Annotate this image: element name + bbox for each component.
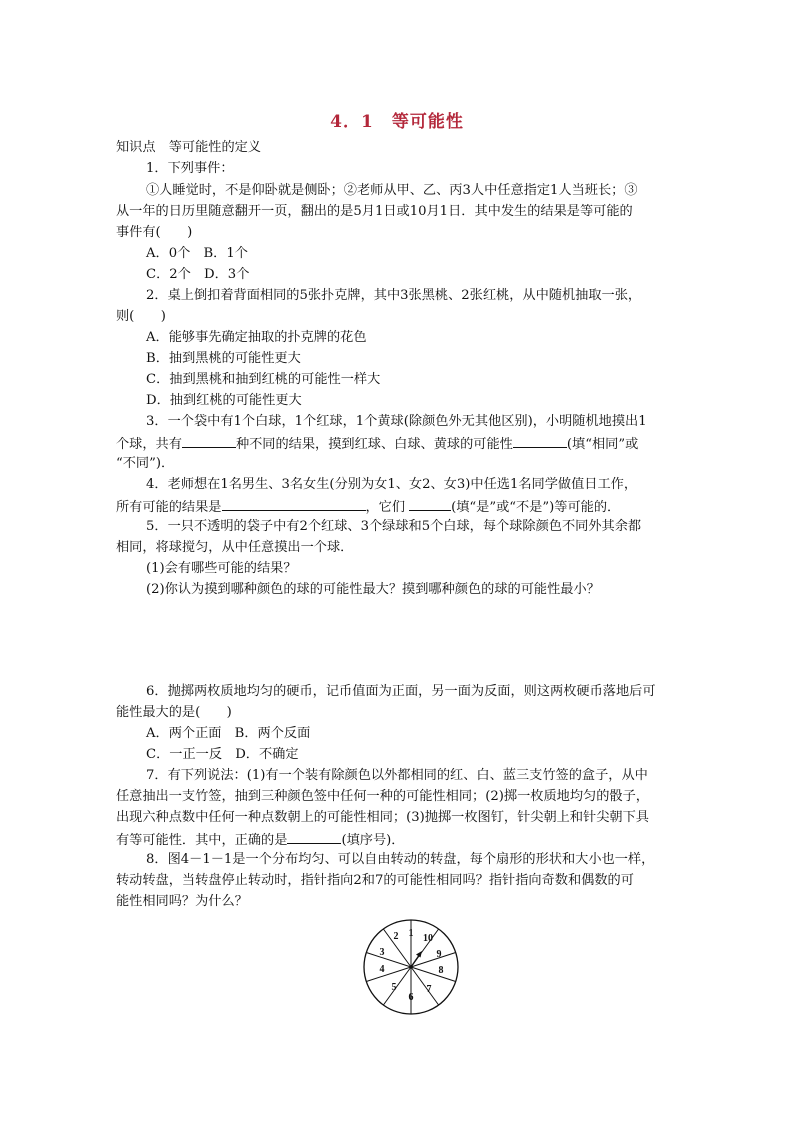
spinner-number-3: 3 [379, 947, 385, 958]
q7-line-1: 7．有下列说法：(1)有一个装有除颜色以外都相同的红、白、蓝三支竹签的盒子，从中 [146, 768, 648, 783]
answer-blank[interactable] [513, 433, 567, 448]
spinner-number-7: 7 [426, 984, 432, 995]
answer-blank[interactable] [287, 829, 341, 844]
spinner-number-1: 1 [408, 928, 414, 939]
spinner-number-9: 9 [436, 949, 442, 960]
q3-line-2 [116, 433, 638, 455]
q1-line-3: 事件有( ) [116, 225, 193, 240]
q1-line-2: 从一年的日历里随意翻开一页，翻出的是5月1日或10月1日．其中发生的结果是等可能的 [116, 204, 633, 219]
q3-text-b: 种不同的结果，摸到红球、白球、黄球的可能性 [235, 437, 513, 452]
q7-text-b: (填序号)． [341, 833, 405, 848]
q3-text-a: 个球，共有 [116, 437, 182, 452]
spinner-number-6: 6 [408, 992, 414, 1003]
q5-line-2: 相同，将球搅匀，从中任意摸出一个球． [116, 540, 354, 555]
q5-line-1: 5．一只不透明的袋子中有2个红球、3个绿球和5个白球，每个球除颜色不同外其余都 [146, 519, 642, 534]
q7-text-a: 有等可能性．其中，正确的是 [116, 833, 288, 848]
q7-line-3: 出现六种点数中任何一种点数朝上的可能性相同；(3)抛掷一枚图钉，针尖朝上和针尖朝下具 [116, 810, 649, 825]
q2-option-c: C．抽到黑桃和抽到红桃的可能性一样大 [146, 372, 381, 387]
q1-options-ab: A．0个 B．1个 [146, 246, 248, 261]
q1-options-cd: C．2个 D．3个 [146, 267, 250, 282]
q3-line-3: “不同”)． [116, 456, 175, 471]
q4-line-1: 4．老师想在1名男生、3名女生(分别为女1、女2、女3)中任选1名同学做值日工作， [146, 477, 638, 492]
q6-line-2: 能性最大的是( ) [116, 705, 232, 720]
spinner-number-8: 8 [438, 965, 444, 976]
q4-text-c: (填“是”或“不是”)等可能的． [451, 500, 621, 515]
q5-sub-1: (1)会有哪些可能的结果？ [146, 561, 297, 576]
q3-text-c: (填“相同”或 [566, 437, 639, 452]
q8-line-2: 转动转盘，当转盘停止转动时，指针指向2和7的可能性相同吗？指针指向奇数和偶数的可 [116, 873, 634, 888]
q8-line-1: 8．图4－1－1是一个分布均匀、可以自由转动的转盘，每个扇形的形状和大小也一样， [146, 852, 655, 867]
spinner-number-10: 10 [423, 933, 433, 944]
spinner-number-2: 2 [393, 931, 399, 942]
spinner-number-5: 5 [391, 982, 397, 993]
q2-option-b: B．抽到黑桃的可能性更大 [146, 351, 301, 366]
q2-line-1: 2．桌上倒扣着背面相同的5张扑克牌，其中3张黑桃、2张红桃，从中随机抽取一张， [146, 288, 642, 303]
answer-blank[interactable] [409, 496, 451, 511]
q4-text-b: ，它们 [365, 500, 406, 515]
q2-option-a: A．能够事先确定抽取的扑克牌的花色 [146, 330, 367, 345]
q2-option-d: D．抽到红桃的可能性更大 [146, 393, 302, 408]
q7-line-2: 任意抽出一支竹签，抽到三种颜色签中任何一种的可能性相同；(2)掷一枚质地均匀的骰子， [116, 789, 649, 804]
q8-line-3: 能性相同吗？为什么？ [116, 894, 248, 909]
answer-blank[interactable] [182, 433, 236, 448]
page-title: 4．1 等可能性 [330, 112, 464, 132]
q5-sub-2: (2)你认为摸到哪种颜色的球的可能性最大？摸到哪种颜色的球的可能性最小？ [146, 582, 600, 597]
q6-options-cd: C．一正一反 D．不确定 [146, 747, 299, 762]
q3-line-1: 3．一个袋中有1个白球，1个红球，1个黄球(除颜色外无其他区别)，小明随机地摸出1 [146, 414, 647, 429]
q4-line-2 [116, 496, 620, 518]
q1-line-1: ①人睡觉时，不是仰卧就是侧卧；②老师从甲、乙、丙3人中任意指定1人当班长；③ [146, 183, 638, 198]
q6-options-ab: A．两个正面 B．两个反面 [146, 726, 311, 741]
q4-text-a: 所有可能的结果是 [116, 500, 222, 515]
q2-line-2: 则( ) [116, 309, 166, 324]
spinner-number-4: 4 [379, 964, 385, 975]
q7-line-4 [116, 829, 404, 851]
q6-line-1: 6．抛掷两枚质地均匀的硬币，记币值面为正面，另一面为反面，则这两枚硬币落地后可 [146, 684, 656, 699]
spinner-figure [361, 917, 461, 1017]
section-heading: 知识点 等可能性的定义 [116, 140, 262, 155]
q1-lead: 1．下列事件： [146, 161, 234, 176]
answer-blank[interactable] [222, 496, 366, 511]
